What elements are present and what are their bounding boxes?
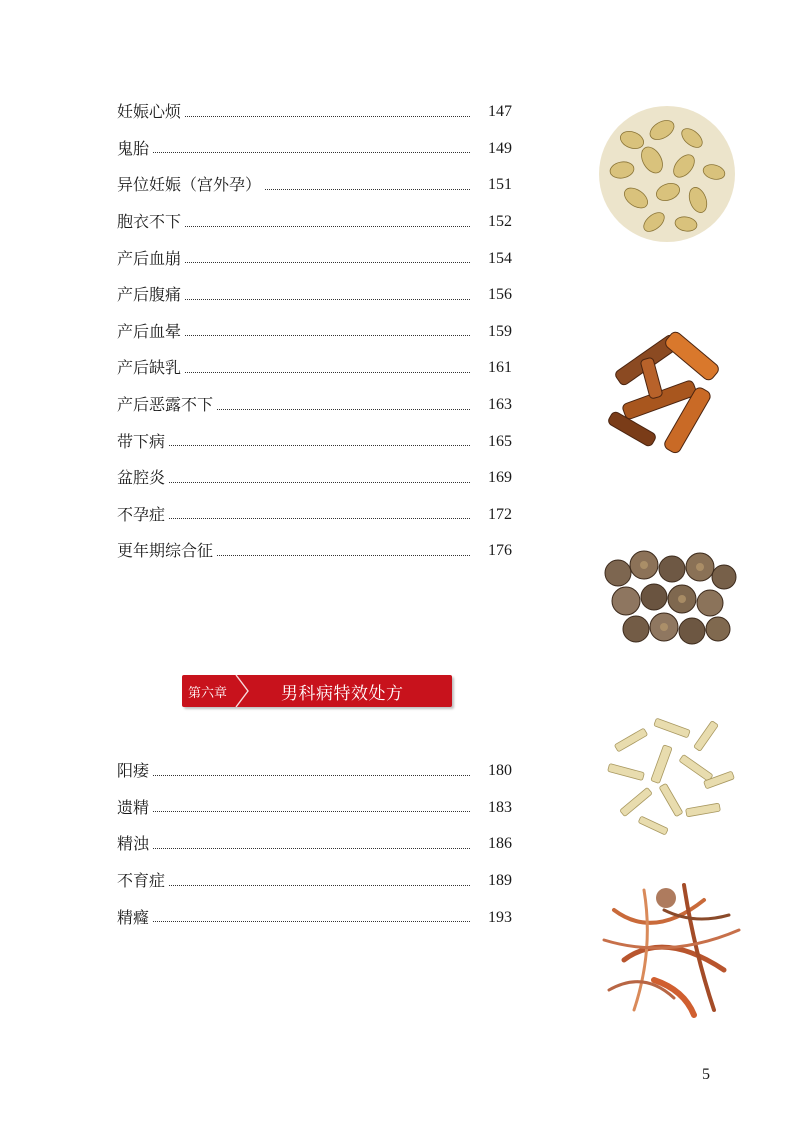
toc-entry-title: 带下病 [117,431,166,451]
herb-slices-image [592,100,742,248]
toc-entry-page: 154 [488,249,512,267]
toc-entry-title: 遗精 [117,797,150,817]
page-number: 5 [702,1066,710,1083]
dot-leader [153,848,470,849]
dot-leader [169,885,470,886]
toc-entry-page: 151 [488,176,512,194]
herb-roots-image [594,870,744,1020]
chapter-banner[interactable] [182,675,452,707]
dot-leader [217,409,470,410]
toc-entry[interactable] [117,497,512,534]
dot-leader [185,372,470,373]
toc-entry-title: 产后血晕 [117,321,182,341]
toc-entry-title: 产后恶露不下 [117,395,214,415]
dot-leader [185,299,470,300]
toc-entry-page: 147 [488,103,512,121]
toc-entry-title: 精浊 [117,834,150,854]
dot-leader [153,152,470,153]
toc-entry-page: 189 [488,872,512,890]
toc-entry-page: 172 [488,505,512,523]
toc-entry[interactable] [117,423,512,460]
herb-root-slices-image [596,543,742,653]
dot-leader [169,445,470,446]
toc-entry-title: 产后血崩 [117,248,182,268]
toc-entry-page: 176 [488,542,512,560]
toc-entry[interactable] [117,167,512,204]
dot-leader [185,116,470,117]
chevron-right-icon [234,675,252,707]
toc-entry[interactable] [117,790,512,827]
toc-entry-page: 165 [488,432,512,450]
toc-entry-page: 183 [488,798,512,816]
toc-entry[interactable] [117,387,512,424]
dot-leader [265,189,470,190]
toc-entry[interactable] [117,131,512,168]
toc-entry-page: 193 [488,908,512,926]
toc-entry[interactable] [117,314,512,351]
toc-entry-title: 鬼胎 [117,138,150,158]
dot-leader [185,335,470,336]
dot-leader [153,775,470,776]
toc-entry[interactable] [117,94,512,131]
dot-leader [185,226,470,227]
toc-list-gynecology [117,94,512,570]
dot-leader [153,811,470,812]
chapter-number: 第六章 [188,685,228,701]
toc-entry[interactable] [117,863,512,900]
toc-entry[interactable] [117,753,512,790]
herb-bark-image [592,322,742,472]
toc-entry-title: 异位妊娠（宫外孕） [117,175,262,195]
toc-entry-title: 盆腔炎 [117,468,166,488]
toc-entry-page: 156 [488,286,512,304]
toc-entry-title: 不育症 [117,871,166,891]
dot-leader [169,518,470,519]
toc-entry-page: 161 [488,359,512,377]
toc-entry-title: 妊娠心烦 [117,102,182,122]
toc-entry-page: 180 [488,762,512,780]
toc-entry[interactable] [117,350,512,387]
dot-leader [217,555,470,556]
dot-leader [153,921,470,922]
toc-entry-page: 159 [488,322,512,340]
dot-leader [185,262,470,263]
dot-leader [169,482,470,483]
toc-entry[interactable] [117,826,512,863]
toc-entry[interactable] [117,899,512,936]
toc-entry-page: 169 [488,469,512,487]
toc-entry-title: 产后腹痛 [117,285,182,305]
toc-entry[interactable] [117,240,512,277]
toc-entry[interactable] [117,533,512,570]
toc-entry-page: 163 [488,396,512,414]
toc-entry[interactable] [117,204,512,241]
toc-entry-title: 不孕症 [117,504,166,524]
toc-entry-title: 产后缺乳 [117,358,182,378]
toc-entry-page: 152 [488,213,512,231]
herb-sticks-image [594,706,742,842]
toc-entry[interactable] [117,277,512,314]
toc-entry-title: 阳痿 [117,761,150,781]
toc-entry-title: 精癃 [117,907,150,927]
chapter-title: 男科病特效处方 [281,683,404,704]
toc-entry-title: 胞衣不下 [117,212,182,232]
toc-entry[interactable] [117,460,512,497]
toc-entry-page: 186 [488,835,512,853]
toc-list-andrology [117,753,512,936]
toc-entry-title: 更年期综合征 [117,541,214,561]
toc-entry-page: 149 [488,139,512,157]
